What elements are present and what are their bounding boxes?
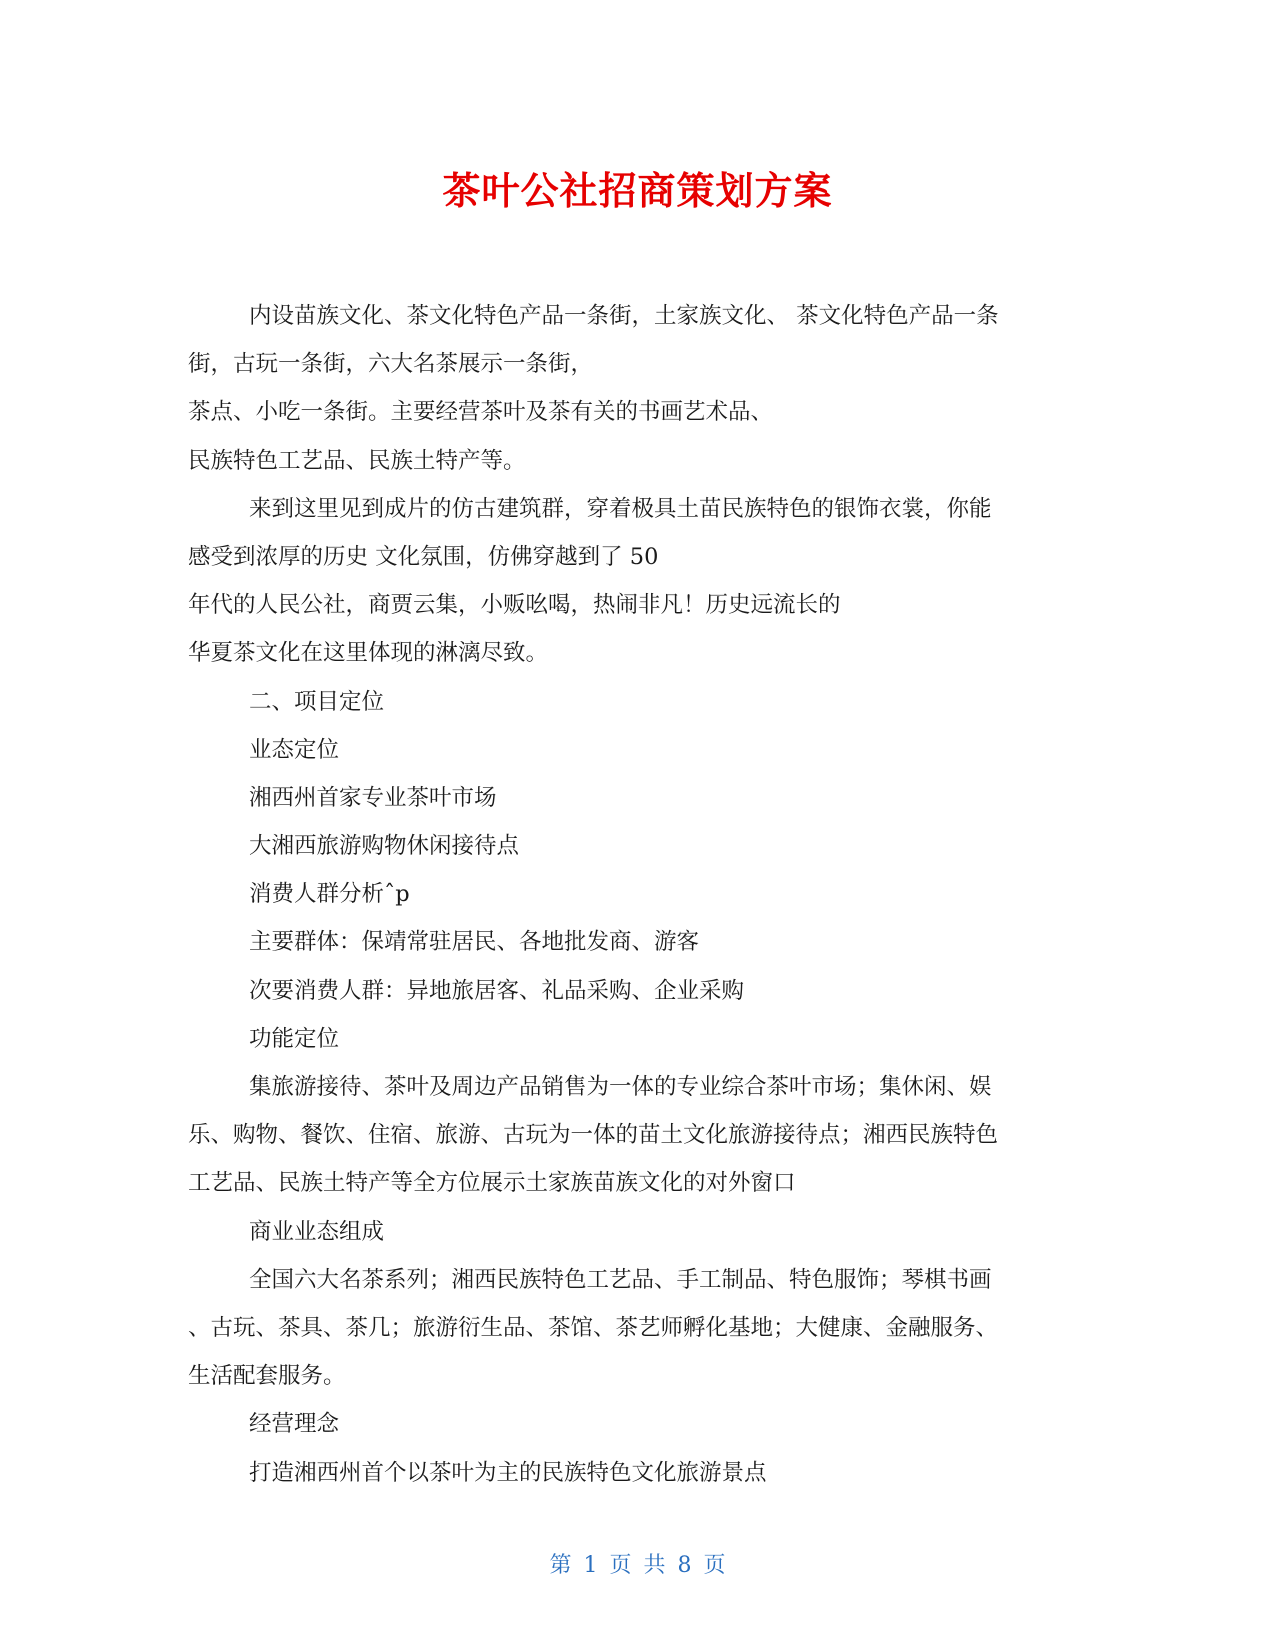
text-line: 来到这里见到成片的仿古建筑群，穿着极具土苗民族特色的银饰衣裳，你能	[249, 495, 992, 522]
text-line: 经营理念	[249, 1411, 340, 1438]
text-line: 商业业态组成	[249, 1218, 385, 1245]
text-line: 主要群体：保靖常驻居民、各地批发商、游客	[249, 929, 700, 956]
text-line: 大湘西旅游购物休闲接待点	[249, 833, 520, 860]
text-line: 内设苗族文化、茶文化特色产品一条街，土家族文化、 茶文化特色产品一条	[249, 303, 999, 329]
document-title: 茶叶公社招商策划方案	[442, 169, 833, 213]
text-line: 华夏茶文化在这里体现的淋漓尽致。	[188, 640, 549, 667]
text-line: 乐、购物、餐饮、住宿、旅游、古玩为一体的苗土文化旅游接待点；湘西民族特色	[188, 1122, 999, 1149]
text-line: 湘西州首家专业茶叶市场	[249, 784, 497, 811]
text-line: 打造湘西州首个以茶叶为主的民族特色文化旅游景点	[249, 1459, 767, 1486]
text-line: 年代的人民公社，商贾云集，小贩吆喝，热闹非凡！历史远流长的	[188, 592, 841, 619]
page-footer	[0, 1548, 1275, 1579]
footer-current-page: 1	[583, 1553, 598, 1578]
text-line: 全国六大名茶系列；湘西民族特色工艺品、手工制品、特色服饰；琴棋书画	[249, 1266, 992, 1293]
footer-total-pages: 8	[677, 1553, 692, 1578]
text-line: 感受到浓厚的历史 文化氛围，仿佛穿越到了 50	[188, 543, 659, 570]
footer-suffix: 页	[703, 1553, 726, 1578]
footer-page-label: 页	[609, 1553, 632, 1578]
text-line: 工艺品、民族土特产等全方位展示土家族苗族文化的对外窗口	[188, 1170, 796, 1197]
text-line: 消费人群分析ˆp	[249, 881, 410, 908]
text-line: 次要消费人群：异地旅居客、礼品采购、企业采购	[249, 977, 745, 1004]
document-body	[188, 292, 1088, 1497]
text-line: 茶点、小吃一条街。主要经营茶叶及茶有关的书画艺术品、	[188, 399, 774, 426]
text-line: 集旅游接待、茶叶及周边产品销售为一体的专业综合茶叶市场；集休闲、娱	[249, 1074, 992, 1100]
footer-total-label: 共	[643, 1553, 666, 1578]
text-line: 业态定位	[249, 736, 340, 763]
text-line: 生活配套服务。	[188, 1363, 346, 1390]
text-line: 民族特色工艺品、民族土特产等。	[188, 447, 526, 474]
text-line: 、古玩、茶具、茶几；旅游衍生品、茶馆、茶艺师孵化基地；大健康、金融服务、	[188, 1314, 999, 1341]
text-line: 街，古玩一条街，六大名茶展示一条街，	[188, 351, 594, 378]
text-line: 二、项目定位	[249, 688, 385, 715]
text-line: 功能定位	[249, 1025, 340, 1052]
footer-prefix: 第	[549, 1553, 572, 1578]
